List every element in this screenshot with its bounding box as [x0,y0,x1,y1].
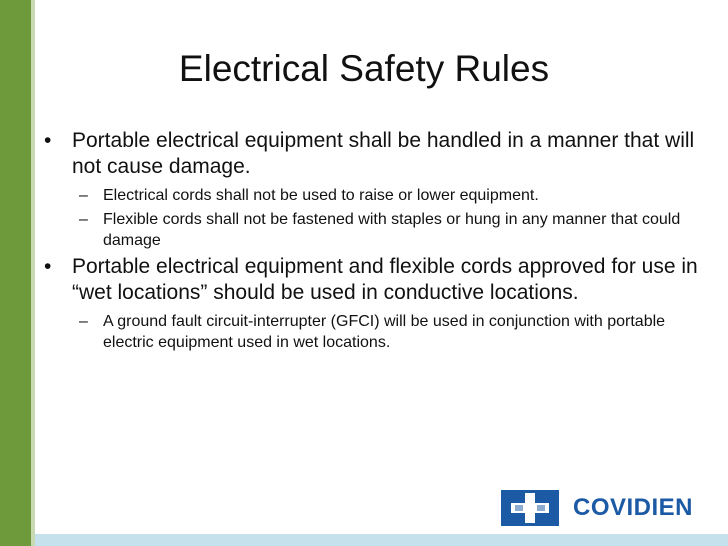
sub-bullet-marker: – [79,313,88,330]
sub-bullet-item [0,311,700,353]
sub-bullet-item [0,209,700,251]
bullet-item [0,128,700,180]
bullet-marker: • [44,255,52,278]
sub-bullet-text: A ground fault circuit-interrupter (GFCI) will be used in conjunction with portable electric equipment used in wet locations. [103,313,666,351]
bullet-text: Portable electrical equipment and flexible cords approved for use in “wet locations” should be used in conductive locations. [72,255,698,304]
sub-bullet-item [0,185,700,206]
covidien-cross-logo-icon [501,490,559,526]
logo-text: COVIDIEN [573,494,694,521]
sub-bullet-marker: – [79,187,88,204]
bullet-marker: • [44,129,52,152]
bullet-item [0,254,700,306]
covidien-logo [501,490,693,526]
sub-bullet-marker: – [79,211,88,228]
sub-bullet-text: Flexible cords shall not be fastened with staples or hung in any manner that could damage [103,211,681,249]
bottom-band [35,534,728,546]
bullet-text: Portable electrical equipment shall be handled in a manner that will not cause damage. [72,129,695,178]
slide-content [0,128,700,356]
sub-bullet-text: Electrical cords shall not be used to raise or lower equipment. [103,187,539,204]
slide-title: Electrical Safety Rules [178,48,550,89]
